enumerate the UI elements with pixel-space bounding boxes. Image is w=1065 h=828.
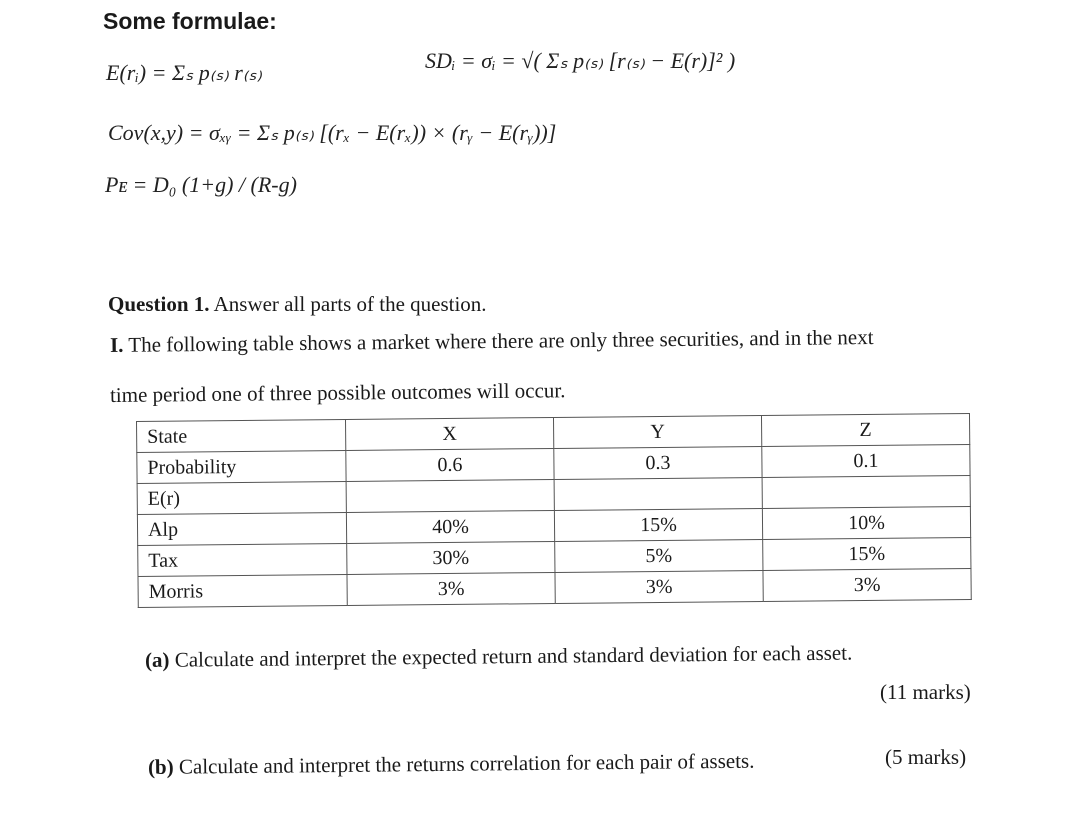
header-z: Z <box>761 413 969 446</box>
question-number: Question 1. <box>108 292 210 316</box>
question-intro-line-1 <box>110 325 874 358</box>
row-label: Probability <box>137 450 346 483</box>
intro-text-1: The following table shows a market where there are only three securities, and in the next <box>128 325 874 357</box>
question-title <box>108 292 487 317</box>
standard-deviation-formula: SDᵢ = σᵢ = √( Σₛ p₍ₛ₎ [r₍ₛ₎ − E(r)]² ) <box>425 48 736 73</box>
part-a <box>145 641 853 673</box>
part-b <box>148 749 755 780</box>
row-label: E(r) <box>137 481 346 514</box>
header-x: X <box>346 417 554 450</box>
cell: 15% <box>763 537 971 570</box>
question-intro-line-2: time period one of three possible outcomes will occur. <box>109 378 566 407</box>
question-instruction: Answer all parts of the question. <box>213 292 487 316</box>
part-a-text: Calculate and interpret the expected return and standard deviation for each asset. <box>174 640 853 672</box>
cell: 0.3 <box>554 446 762 479</box>
cell: 5% <box>555 539 763 572</box>
cell <box>762 475 970 508</box>
table-row <box>138 568 971 607</box>
covariance-formula: Cov(x,y) = σₓᵧ = Σₛ p₍ₛ₎ [(rₓ − E(rₓ)) × (rᵧ − E(rᵧ))] <box>108 120 557 145</box>
cell <box>554 477 762 510</box>
row-label: Morris <box>138 574 347 607</box>
cell: 0.1 <box>762 444 970 477</box>
part-a-label: (a) <box>144 647 170 672</box>
row-label: Tax <box>138 543 347 576</box>
cell: 30% <box>347 541 555 574</box>
header-state: State <box>137 419 346 452</box>
cell: 3% <box>347 572 555 605</box>
gordon-growth-formula: Pᴇ = D₀ (1+g) / (R-g) <box>105 172 297 197</box>
part-b-marks: (5 marks) <box>885 745 967 769</box>
cell <box>346 479 554 512</box>
cell: 3% <box>763 568 971 601</box>
header-y: Y <box>553 415 761 448</box>
cell: 3% <box>555 570 763 603</box>
securities-table <box>136 413 972 608</box>
cell: 40% <box>346 510 554 543</box>
cell: 10% <box>762 506 970 539</box>
cell: 15% <box>554 508 762 541</box>
page-heading: Some formulae: <box>103 8 277 34</box>
part-label: I. <box>109 332 124 357</box>
expected-return-formula: E(rᵢ) = Σₛ p₍ₛ₎ r₍ₛ₎ <box>106 60 262 85</box>
cell: 0.6 <box>346 448 554 481</box>
row-label: Alp <box>137 512 346 545</box>
part-b-text: Calculate and interpret the returns correlation for each pair of assets. <box>178 748 755 779</box>
part-b-label: (b) <box>147 754 174 779</box>
part-a-marks: (11 marks) <box>880 680 971 704</box>
